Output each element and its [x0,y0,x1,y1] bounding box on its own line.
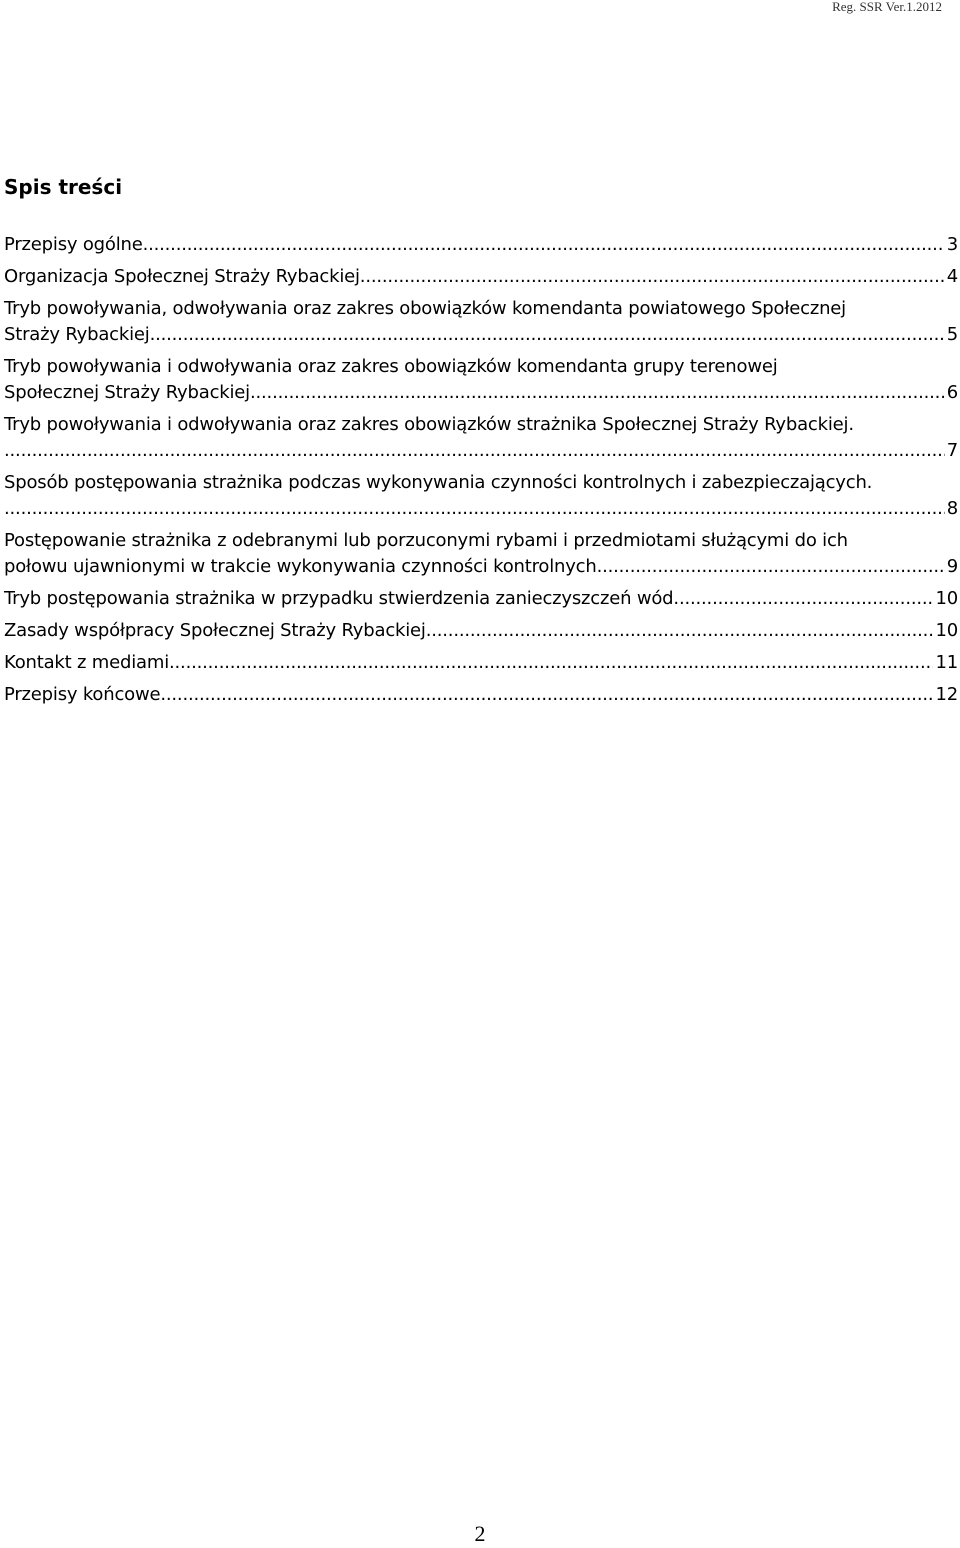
toc-entry[interactable] [4,232,958,258]
toc-entry-page: 11 [935,652,958,673]
toc-entry-title: Tryb powoływania, odwoływania oraz zakres obowiązków komendanta powiatowego Społecznej [4,298,846,319]
toc-entry[interactable] [4,296,958,348]
toc-entry-page: 9 [946,556,958,577]
toc-entry-page: 4 [946,266,958,287]
toc-entry-title: Tryb powoływania i odwoływania oraz zakres obowiązków komendanta grupy terenowej [4,356,778,377]
dot-leader [155,322,945,348]
toc-title: Spis treści [4,175,123,199]
toc-entry[interactable] [4,470,958,522]
toc-entry[interactable] [4,412,958,464]
toc-entry-title: Przepisy ogólne [4,234,143,255]
dot-leader [426,618,934,644]
toc-entry-page: 12 [935,684,958,705]
toc-entry-title-continued: połowu ujawnionymi w trakcie wykonywania czynności kontrolnych [4,556,597,577]
toc-entry[interactable] [4,618,958,644]
toc-entry-title: Kontakt z mediami [4,652,169,673]
dot-leader [169,650,933,676]
toc-entry-page: 3 [946,234,958,255]
toc-entry-title: Tryb powoływania i odwoływania oraz zakres obowiązków strażnika Społecznej Straży Rybackiej. [4,414,854,435]
dot-leader [679,586,934,612]
toc-entry-page: 6 [946,382,958,403]
dot-leader [4,438,945,464]
toc-entry-title: Przepisy końcowe. [4,684,166,705]
toc-entry[interactable] [4,528,958,580]
toc-entry[interactable] [4,682,958,708]
dot-leader [143,232,945,258]
toc-entry-page: 7 [946,440,958,461]
toc-entry-title: Organizacja Społecznej Straży Rybackiej. [4,266,366,287]
toc-entry-page: 8 [946,498,958,519]
table-of-contents [4,232,958,714]
toc-entry-title-continued: Społecznej Straży Rybackiej. [4,382,256,403]
dot-leader [365,264,944,290]
toc-entry[interactable] [4,354,958,406]
dot-leader [597,554,945,580]
toc-entry[interactable] [4,264,958,290]
toc-entry-title: Sposób postępowania strażnika podczas wykonywania czynności kontrolnych i zabezpieczających. [4,472,873,493]
toc-entry-title: Tryb postępowania strażnika w przypadku stwierdzenia zanieczyszczeń wód. [4,588,679,609]
toc-entry-title: Zasady współpracy Społecznej Straży Rybackiej [4,620,426,641]
dot-leader [256,380,945,406]
toc-entry-page: 5 [946,324,958,345]
toc-entry[interactable] [4,650,958,676]
dot-leader [166,682,934,708]
page-number: 2 [474,1521,486,1546]
toc-entry-title: Postępowanie strażnika z odebranymi lub porzuconymi rybami i przedmiotami służącymi do ich [4,530,848,551]
toc-entry[interactable] [4,586,958,612]
toc-entry-page: 10 [935,620,958,641]
dot-leader [4,496,945,522]
toc-entry-title-continued: Straży Rybackiej. [4,324,156,345]
running-header: Reg. SSR Ver.1.2012 [832,0,942,14]
toc-entry-page: 10 [935,588,958,609]
